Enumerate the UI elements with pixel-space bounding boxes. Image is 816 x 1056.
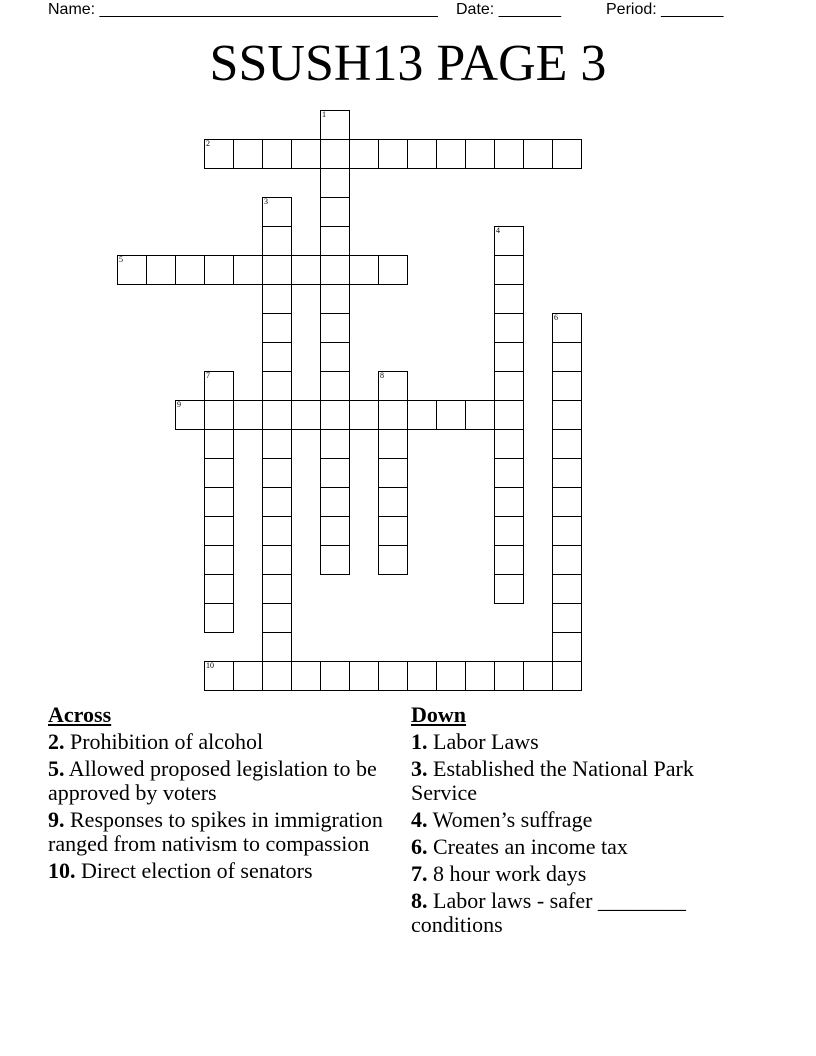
crossword-cell[interactable] [262, 429, 292, 459]
crossword-cell[interactable] [320, 139, 350, 169]
crossword-cell[interactable] [320, 429, 350, 459]
crossword-cell[interactable] [320, 487, 350, 517]
crossword-cell[interactable] [233, 139, 263, 169]
name-field[interactable]: Name: ______________________________________ [48, 1, 438, 18]
crossword-cell[interactable] [494, 516, 524, 546]
cell-number: 5 [119, 255, 123, 264]
crossword-cell[interactable] [378, 516, 408, 546]
period-field[interactable]: Period: _______ [606, 1, 724, 18]
crossword-cell[interactable] [262, 342, 292, 372]
crossword-cell[interactable] [378, 429, 408, 459]
crossword-cell[interactable] [262, 458, 292, 488]
crossword-cell[interactable] [494, 284, 524, 314]
crossword-cell[interactable] [378, 371, 408, 401]
crossword-cell[interactable] [552, 313, 582, 343]
crossword-cell[interactable] [146, 255, 176, 285]
crossword-cell[interactable] [494, 574, 524, 604]
crossword-cell[interactable] [262, 226, 292, 256]
crossword-cell[interactable] [523, 661, 553, 691]
clue-text: Direct election of senators [81, 858, 313, 883]
crossword-cell[interactable] [494, 429, 524, 459]
crossword-cell[interactable] [320, 110, 350, 140]
crossword-cell[interactable] [320, 226, 350, 256]
crossword-cell[interactable] [175, 255, 205, 285]
crossword-cell[interactable] [494, 487, 524, 517]
clue-down [411, 835, 751, 859]
crossword-cell[interactable] [494, 371, 524, 401]
clue-text: Responses to spikes in immigration ranged from nativism to compassion [48, 807, 383, 856]
clue-number: 1. [411, 729, 428, 754]
clue-text: Labor Laws [433, 729, 539, 754]
clue-text: Creates an income tax [433, 834, 628, 859]
clue-across [48, 859, 398, 883]
crossword-cell[interactable] [552, 603, 582, 633]
crossword-cell[interactable] [291, 661, 321, 691]
clue-down [411, 889, 751, 937]
crossword-cell[interactable] [204, 487, 234, 517]
crossword-cell[interactable] [494, 226, 524, 256]
crossword-cell[interactable] [494, 458, 524, 488]
down-clues [411, 703, 751, 940]
across-clues [48, 703, 398, 886]
crossword-cell[interactable] [552, 545, 582, 575]
crossword-cell[interactable] [378, 661, 408, 691]
cell-number: 1 [322, 110, 326, 119]
clue-number: 9. [48, 807, 65, 832]
crossword-cell[interactable] [378, 545, 408, 575]
crossword-cell[interactable] [320, 661, 350, 691]
crossword-cell[interactable] [465, 661, 495, 691]
crossword-cell[interactable] [552, 574, 582, 604]
crossword-cell[interactable] [552, 139, 582, 169]
crossword-cell[interactable] [291, 255, 321, 285]
crossword-cell[interactable] [378, 487, 408, 517]
crossword-cell[interactable] [262, 632, 292, 662]
clue-number: 2. [48, 729, 65, 754]
crossword-cell[interactable] [262, 284, 292, 314]
crossword-cell[interactable] [320, 458, 350, 488]
down-heading: Down [411, 702, 467, 727]
crossword-cell[interactable] [204, 603, 234, 633]
clue-across [48, 808, 398, 856]
clue-text: Labor laws - safer ________ conditions [411, 888, 686, 937]
crossword-cell[interactable] [320, 400, 350, 430]
crossword-cell[interactable] [204, 429, 234, 459]
crossword-cell[interactable] [349, 139, 379, 169]
crossword-cell[interactable] [291, 400, 321, 430]
clue-number: 10. [48, 858, 76, 883]
crossword-cell[interactable] [552, 371, 582, 401]
crossword-cell[interactable] [204, 516, 234, 546]
crossword-cell[interactable] [204, 255, 234, 285]
clue-number: 8. [411, 888, 428, 913]
crossword-cell[interactable] [233, 255, 263, 285]
across-heading: Across [48, 702, 112, 727]
crossword-cell[interactable] [349, 661, 379, 691]
crossword-cell[interactable] [552, 342, 582, 372]
crossword-cell[interactable] [378, 139, 408, 169]
cell-number: 3 [264, 197, 268, 206]
crossword-cell[interactable] [552, 516, 582, 546]
crossword-cell[interactable] [552, 487, 582, 517]
clue-text: Prohibition of alcohol [70, 729, 264, 754]
crossword-cell[interactable] [320, 313, 350, 343]
crossword-cell[interactable] [117, 255, 147, 285]
crossword-cell[interactable] [523, 139, 553, 169]
crossword-cell[interactable] [552, 661, 582, 691]
clue-across [48, 730, 398, 754]
crossword-cell[interactable] [204, 574, 234, 604]
clue-number: 4. [411, 807, 428, 832]
crossword-cell[interactable] [378, 458, 408, 488]
crossword-cell[interactable] [494, 661, 524, 691]
page-title: SSUSH13 PAGE 3 [209, 35, 607, 92]
crossword-cell[interactable] [233, 661, 263, 691]
crossword-cell[interactable] [204, 458, 234, 488]
cell-number: 6 [554, 313, 558, 322]
crossword-cell[interactable] [552, 458, 582, 488]
cell-number: 9 [177, 400, 181, 409]
crossword-cell[interactable] [552, 429, 582, 459]
crossword-cell[interactable] [262, 400, 292, 430]
crossword-cell[interactable] [378, 255, 408, 285]
clue-down [411, 757, 751, 805]
crossword-cell[interactable] [494, 255, 524, 285]
clue-down [411, 862, 751, 886]
crossword-cell[interactable] [494, 342, 524, 372]
crossword-cell[interactable] [378, 400, 408, 430]
crossword-cell[interactable] [262, 139, 292, 169]
date-field[interactable]: Date: _______ [456, 1, 561, 18]
clue-number: 5. [48, 756, 65, 781]
crossword-cell[interactable] [320, 342, 350, 372]
clue-down [411, 808, 751, 832]
clue-text: Allowed proposed legislation to be approved by voters [48, 756, 377, 805]
crossword-cell[interactable] [262, 516, 292, 546]
crossword-cell[interactable] [262, 574, 292, 604]
cell-number: 2 [206, 139, 210, 148]
crossword-cell[interactable] [320, 197, 350, 227]
crossword-cell[interactable] [407, 139, 437, 169]
crossword-cell[interactable] [262, 371, 292, 401]
crossword-cell[interactable] [494, 313, 524, 343]
clue-number: 6. [411, 834, 428, 859]
crossword-cell[interactable] [291, 139, 321, 169]
cell-number: 4 [496, 226, 500, 235]
crossword-cell[interactable] [465, 139, 495, 169]
cell-number: 8 [380, 371, 384, 380]
crossword-cell[interactable] [204, 371, 234, 401]
crossword-cell[interactable] [262, 545, 292, 575]
clue-text: 8 hour work days [433, 861, 587, 886]
crossword-cell[interactable] [262, 313, 292, 343]
crossword-cell[interactable] [320, 168, 350, 198]
crossword-cell[interactable] [320, 371, 350, 401]
clue-down [411, 730, 751, 754]
crossword-cell[interactable] [175, 400, 205, 430]
clue-text: Women’s suffrage [432, 807, 593, 832]
crossword-cell[interactable] [320, 255, 350, 285]
crossword-cell[interactable] [349, 255, 379, 285]
crossword-cell[interactable] [204, 661, 234, 691]
cell-number: 10 [206, 661, 214, 670]
crossword-cell[interactable] [320, 284, 350, 314]
crossword-cell[interactable] [262, 487, 292, 517]
crossword-cell[interactable] [436, 139, 466, 169]
crossword-cell[interactable] [465, 400, 495, 430]
clue-number: 3. [411, 756, 428, 781]
crossword-cell[interactable] [407, 400, 437, 430]
crossword-cell[interactable] [320, 545, 350, 575]
crossword-cell[interactable] [204, 400, 234, 430]
crossword-cell[interactable] [262, 661, 292, 691]
crossword-cell[interactable] [262, 197, 292, 227]
crossword-cell[interactable] [204, 139, 234, 169]
crossword-cell[interactable] [320, 516, 350, 546]
crossword-cell[interactable] [262, 603, 292, 633]
clue-across [48, 757, 398, 805]
crossword-cell[interactable] [552, 400, 582, 430]
crossword-cell[interactable] [494, 400, 524, 430]
crossword-cell[interactable] [552, 632, 582, 662]
crossword-cell[interactable] [494, 545, 524, 575]
crossword-cell[interactable] [233, 400, 263, 430]
crossword-cell[interactable] [262, 255, 292, 285]
crossword-cell[interactable] [349, 400, 379, 430]
crossword-cell[interactable] [407, 661, 437, 691]
crossword-cell[interactable] [204, 545, 234, 575]
crossword-cell[interactable] [436, 661, 466, 691]
cell-number: 7 [206, 371, 210, 380]
crossword-cell[interactable] [436, 400, 466, 430]
crossword-cell[interactable] [494, 139, 524, 169]
clue-number: 7. [411, 861, 428, 886]
clue-text: Established the National Park Service [411, 756, 694, 805]
